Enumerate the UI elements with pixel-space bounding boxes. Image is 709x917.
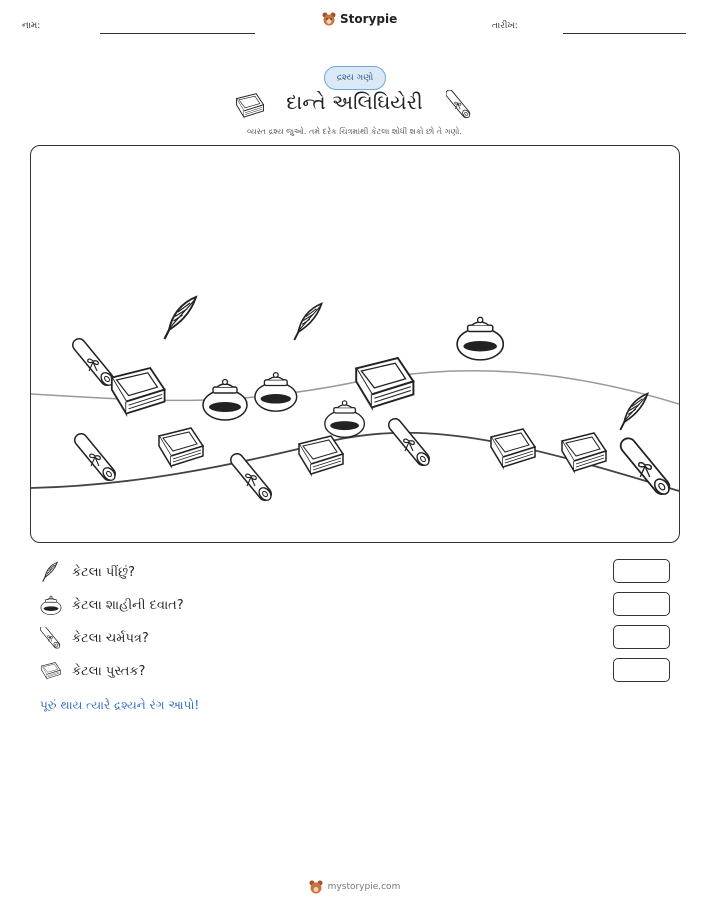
color-note: પૂરું થાય ત્યારે દ્રશ્યને રંગ આપો! [40,698,200,712]
page-title: દાન્તે અલિઘિયેરી [286,90,423,114]
footer-url[interactable]: mystorypie.com [327,882,401,892]
date-label: તારીખ: [492,21,518,31]
section-badge: દ્રશ્ય ગણો [324,66,386,90]
scroll-icon [446,90,472,120]
scroll-4 [395,425,431,468]
book-5 [491,429,535,467]
question-book [40,660,145,682]
scroll-5 [628,446,672,497]
quill-3 [620,394,647,430]
question-quill [40,561,135,583]
scroll-3 [237,460,273,503]
book-1 [112,368,165,414]
inkpot-1 [457,317,503,360]
name-label: નામ: [22,21,41,31]
question-inkpot [40,594,184,616]
counting-scene [30,145,680,543]
book-icon [40,660,62,682]
book-6 [562,433,606,471]
brand-logo [322,12,397,26]
date-line[interactable] [563,33,686,34]
instructions: વ્યસ્ત દ્રશ્ય જુઓ. તમે દરેક ચિત્રમાંથી કેટલા શોધી શકો છો તે ગણો. [247,127,462,136]
bear-icon [322,12,336,26]
answer-box-inkpot[interactable] [613,592,670,616]
question-text: કેટલા પીંછું? [72,564,135,580]
brand-name: Storypie [340,12,398,26]
answer-box-quill[interactable] [613,559,670,583]
scroll-icon [40,627,62,649]
quill-2 [294,304,321,340]
question-text: કેટલા શાહીની દવાત? [72,597,184,613]
inkpot-2 [203,380,247,421]
answer-box-scroll[interactable] [613,625,670,649]
book-4 [299,436,343,474]
quill-1 [165,297,197,339]
inkpot-4 [325,401,365,437]
answer-box-book[interactable] [613,658,670,682]
scroll-1 [79,345,115,388]
scene-illustration [31,146,679,542]
question-scroll [40,627,149,649]
question-text: કેટલા પુસ્તક? [72,663,146,679]
name-line[interactable] [100,33,255,34]
book-3 [159,428,203,466]
book-2 [356,358,413,407]
question-text: કેટલા ચર્મપત્ર? [72,630,149,646]
inkpot-3 [255,373,297,411]
quill-icon [40,561,62,583]
scroll-2 [81,440,117,483]
bear-icon [309,880,323,894]
footer [0,880,709,894]
inkpot-icon [40,594,62,616]
